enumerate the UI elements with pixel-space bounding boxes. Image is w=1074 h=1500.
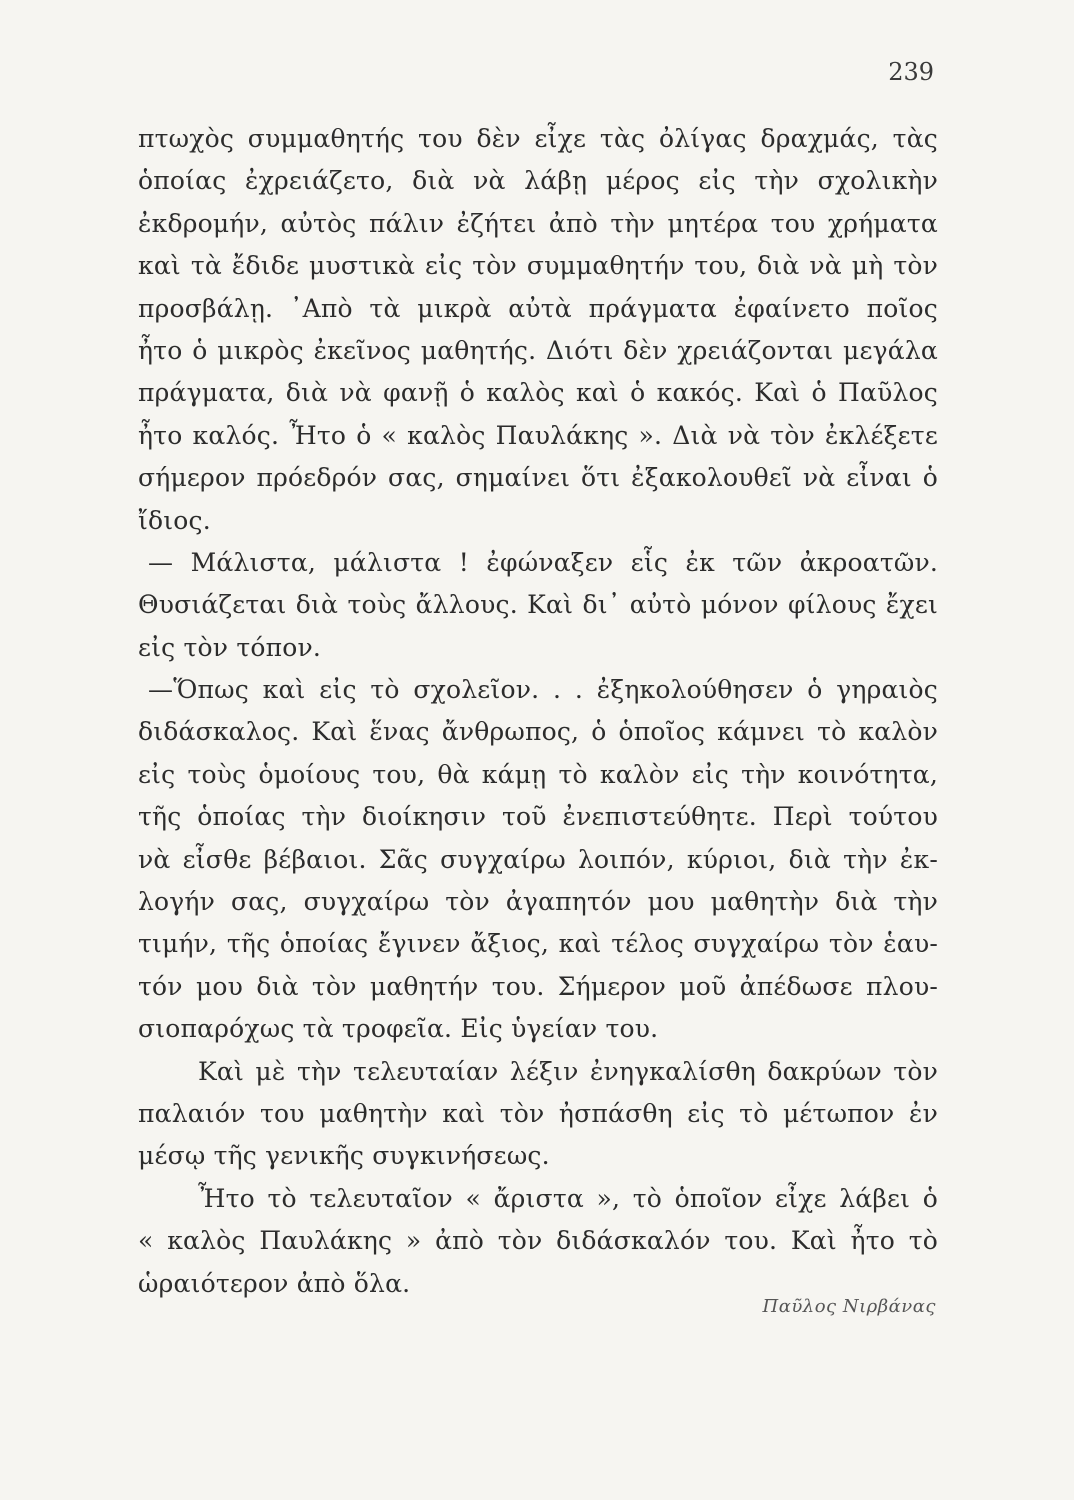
text-line: λογήν σας, συγχαίρω τὸν ἀγαπητόν μου μαθητὴν διὰ τὴν bbox=[138, 887, 938, 917]
text-line: πτωχὸς συμμαθητής του δὲν εἶχε τὰς ὀλίγας δραχμάς, τὰς bbox=[138, 124, 938, 153]
text-line: ἴδιος. bbox=[138, 505, 211, 535]
text-line: ἦτο καλός. Ἦτο ὁ « καλὸς Παυλάκης ». Διὰ νὰ τὸν ἐκλέξετε bbox=[138, 420, 938, 450]
text-line: — Μάλιστα, μάλιστα ! ἐφώναξεν εἷς ἐκ τῶν ἀκροατῶν. bbox=[148, 547, 938, 577]
text-line: —Ὅπως καὶ εἰς τὸ σχολεῖον. . . ἐξηκολούθησεν ὁ γηραιὸς bbox=[148, 675, 938, 705]
text-line: ὡραιότερον ἀπὸ ὅλα. bbox=[138, 1268, 411, 1298]
text-line: ὁποίας ἐχρειάζετο, διὰ νὰ λάβῃ μέρος εἰς τὴν σχολικὴν bbox=[138, 166, 938, 196]
text-line: Καὶ μὲ τὴν τελευταίαν λέξιν ἐνηγκαλίσθη δακρύων τὸν bbox=[198, 1056, 938, 1086]
text-line: ἐκδρομήν, αὐτὸς πάλιν ἐζήτει ἀπὸ τὴν μητέρα του χρήματα bbox=[138, 208, 938, 238]
text-line: τόν μου διὰ τὸν μαθητήν του. Σήμερον μοῦ ἀπέδωσε πλου- bbox=[138, 971, 938, 1001]
text-line: εἰς τοὺς ὁμοίους του, θὰ κάμῃ τὸ καλὸν εἰς τὴν κοινότητα, bbox=[138, 759, 938, 789]
text-line: εἰς τὸν τόπον. bbox=[138, 632, 322, 662]
text-line: « καλὸς Παυλάκης » ἀπὸ τὸν διδάσκαλόν του. Καὶ ἦτο τὸ bbox=[138, 1226, 938, 1256]
text-line: μέσῳ τῆς γενικῆς συγκινήσεως. bbox=[138, 1141, 550, 1171]
author-signature: Παῦλος Νιρβάνας bbox=[762, 1296, 936, 1317]
text-line: ἦτο ὁ μικρὸς ἐκεῖνος μαθητής. Διότι δὲν χρειάζονται μεγάλα bbox=[138, 335, 938, 365]
text-line: σιοπαρόχως τὰ τροφεῖα. Εἰς ὑγείαν του. bbox=[138, 1014, 659, 1044]
text-line: προσβάλῃ. ᾿Απὸ τὰ μικρὰ αὐτὰ πράγματα ἐφαίνετο ποῖος bbox=[138, 293, 938, 323]
text-line: παλαιόν του μαθητὴν καὶ τὸν ἠσπάσθη εἰς τὸ μέτωπον ἐν bbox=[138, 1098, 938, 1128]
text-body bbox=[138, 118, 938, 1305]
text-line: τῆς ὁποίας τὴν διοίκησιν τοῦ ἐνεπιστεύθητε. Περὶ τούτου bbox=[138, 802, 938, 832]
text-line: Θυσιάζεται διὰ τοὺς ἄλλους. Καὶ δι᾿ αὐτὸ μόνον φίλους ἔχει bbox=[138, 590, 938, 620]
page-number: 239 bbox=[888, 58, 934, 86]
text-line: νὰ εἶσθε βέβαιοι. Σᾶς συγχαίρω λοιπόν, κύριοι, διὰ τὴν ἐκ- bbox=[138, 844, 938, 874]
text-line: Ἦτο τὸ τελευταῖον « ἄριστα », τὸ ὁποῖον εἶχε λάβει ὁ bbox=[198, 1183, 938, 1213]
text-line: τιμήν, τῆς ὁποίας ἔγινεν ἄξιος, καὶ τέλος συγχαίρω τὸν ἑαυ- bbox=[138, 929, 938, 959]
text-line: διδάσκαλος. Καὶ ἕνας ἄνθρωπος, ὁ ὁποῖος κάμνει τὸ καλὸν bbox=[138, 717, 938, 747]
text-line: πράγματα, διὰ νὰ φανῇ ὁ καλὸς καὶ ὁ κακός. Καὶ ὁ Παῦλος bbox=[138, 378, 938, 408]
text-line: καὶ τὰ ἔδιδε μυστικὰ εἰς τὸν συμμαθητήν του, διὰ νὰ μὴ τὸν bbox=[138, 251, 938, 281]
text-line: σήμερον πρόεδρόν σας, σημαίνει ὅτι ἐξακολουθεῖ νὰ εἶναι ὁ bbox=[138, 463, 938, 493]
